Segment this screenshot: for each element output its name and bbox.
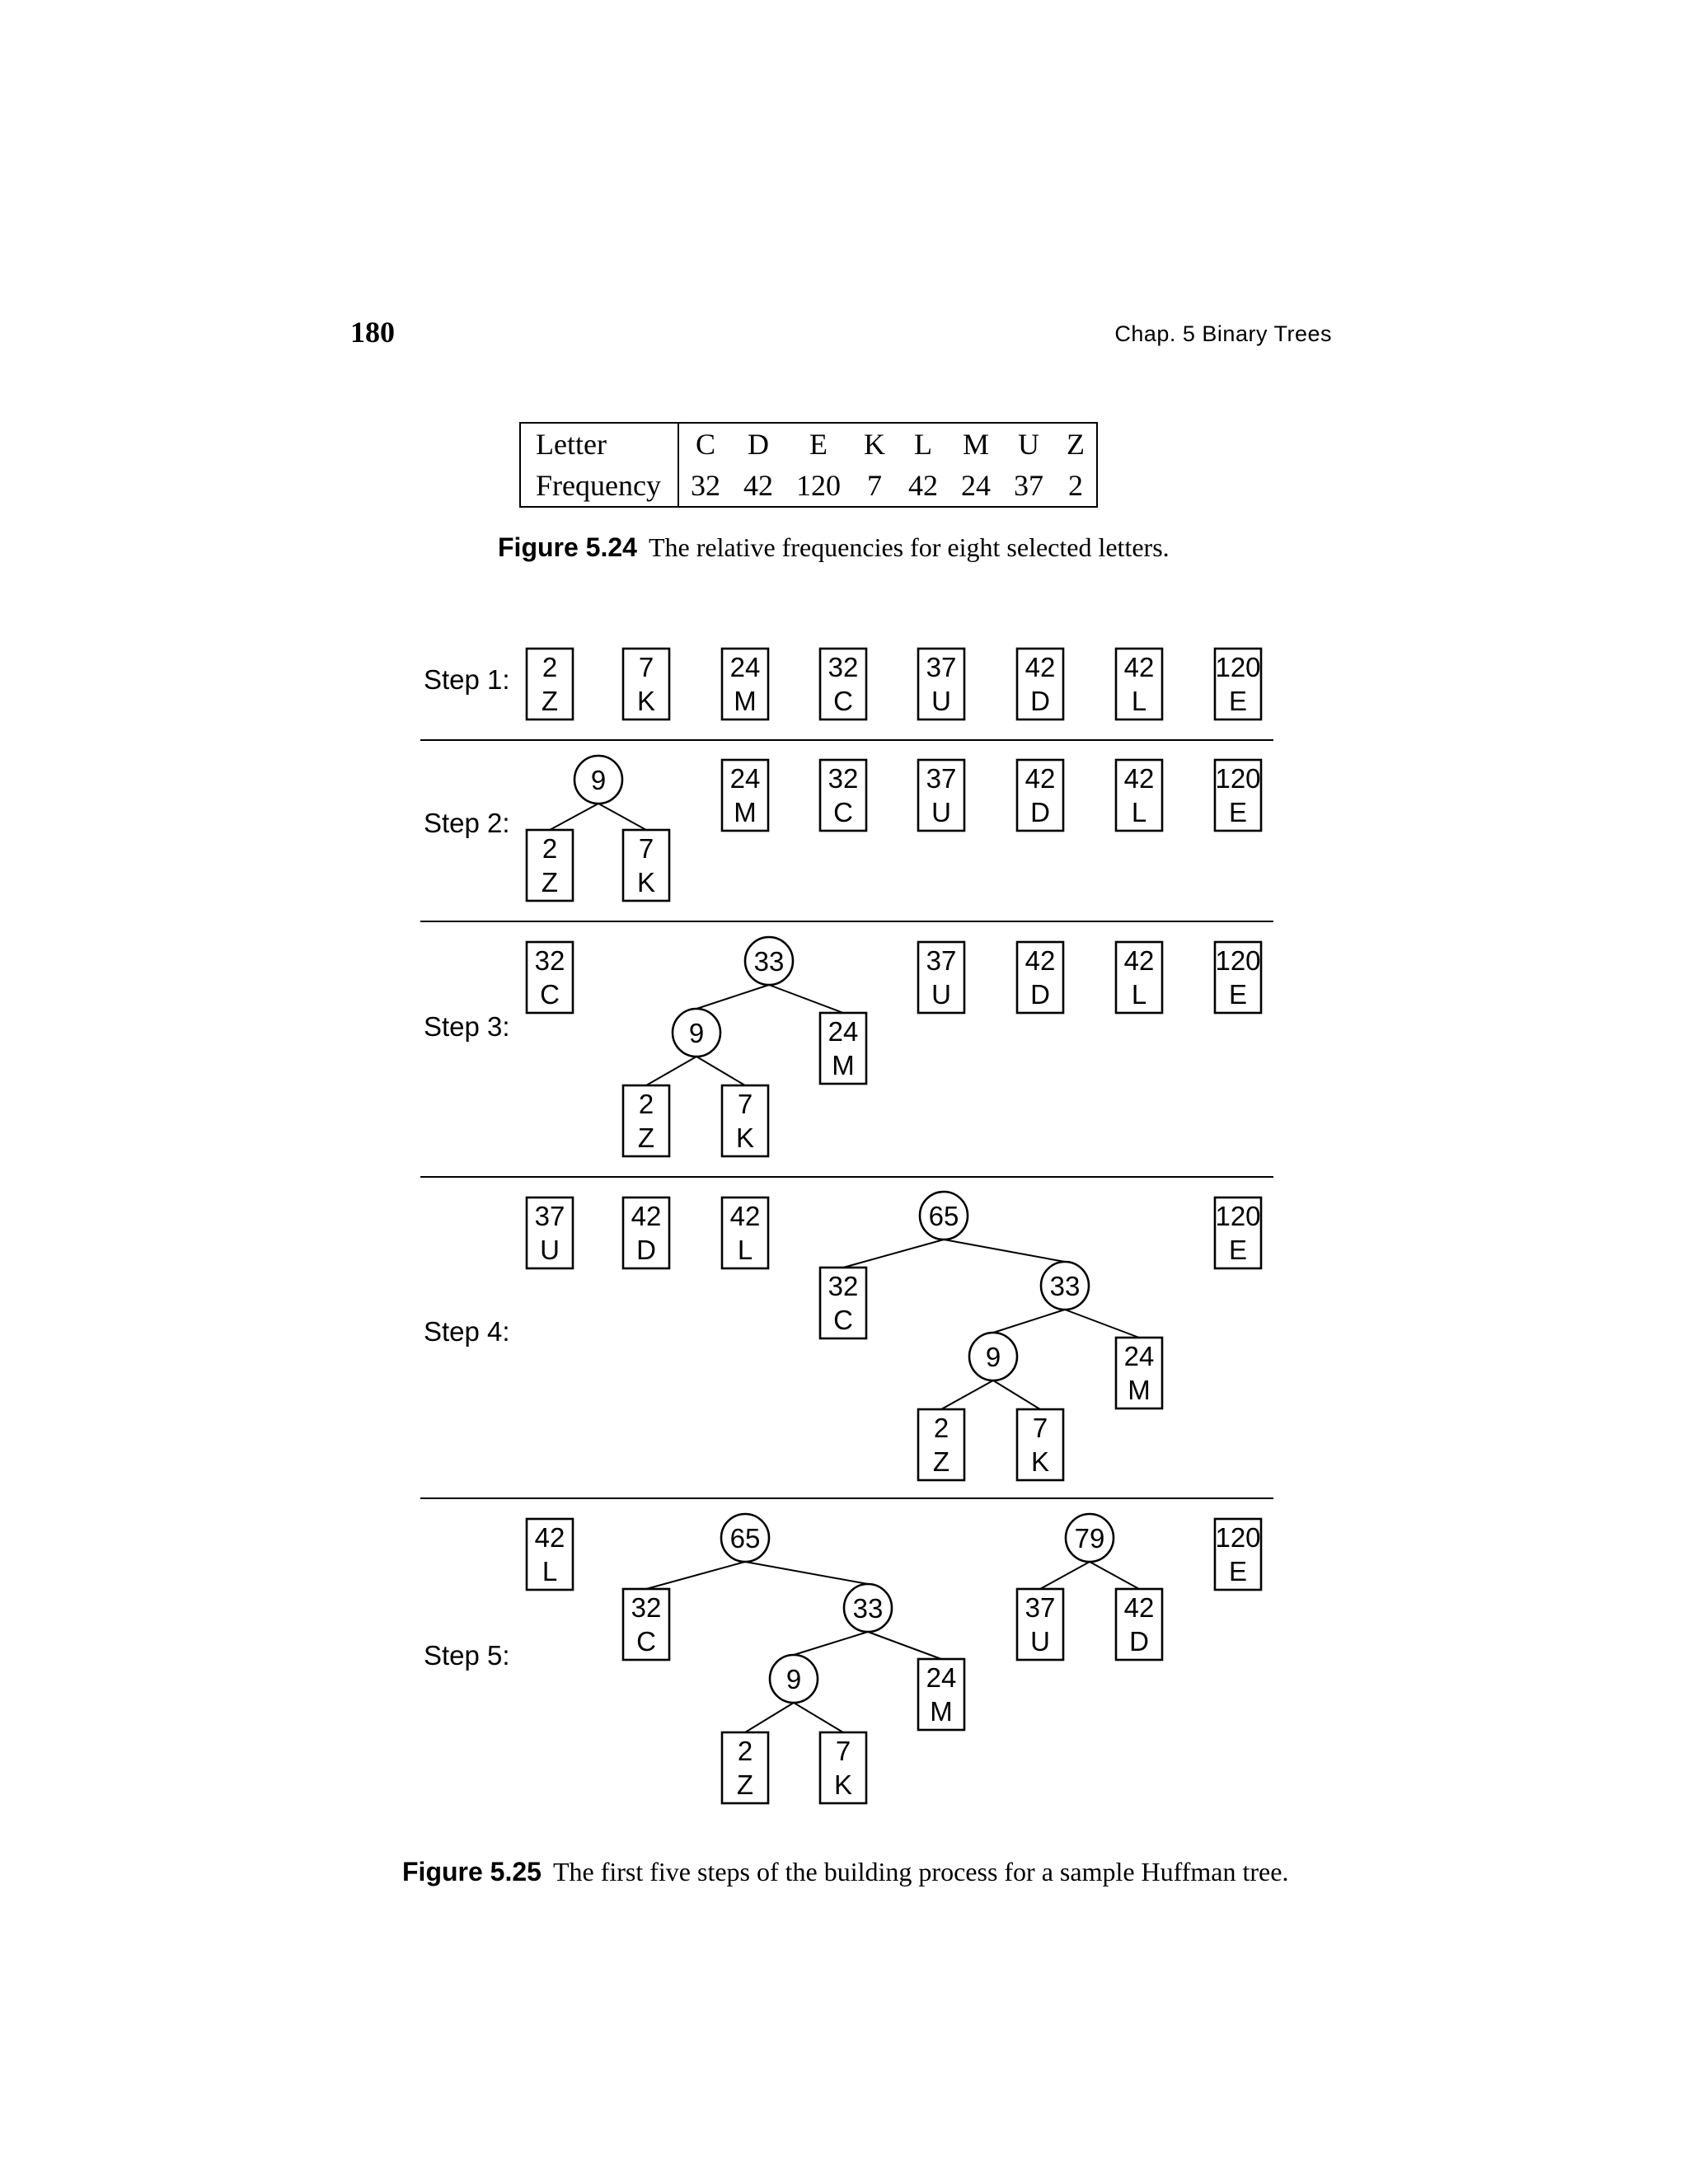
- leaf-letter: U: [931, 686, 951, 716]
- internal-node-weight: 33: [1049, 1271, 1081, 1301]
- leaf-weight: 24: [1123, 1341, 1155, 1371]
- internal-node: [673, 1009, 720, 1057]
- leaf-weight: 24: [729, 652, 761, 682]
- leaf-letter: C: [833, 797, 853, 827]
- leaf-letter: C: [833, 686, 853, 716]
- leaf-weight: 120: [1215, 763, 1261, 794]
- internal-node: [920, 1192, 968, 1240]
- table-cell: L: [913, 428, 932, 461]
- figure-caption-text: The first five steps of the building process for a sample Huffman tree.: [552, 1857, 1289, 1886]
- leaf-node: [820, 649, 866, 719]
- table-cell: U: [1017, 428, 1039, 461]
- tree-edge: [993, 1310, 1065, 1333]
- leaf-node: [623, 649, 669, 719]
- leaf-letter: U: [1030, 1626, 1050, 1657]
- leaf-node: [722, 649, 768, 719]
- leaf-letter: Z: [541, 867, 559, 898]
- leaf-node: [1017, 649, 1063, 719]
- leaf-weight: 32: [631, 1592, 662, 1623]
- internal-node-weight: 33: [852, 1593, 884, 1624]
- internal-node: [1066, 1514, 1114, 1562]
- leaf-weight: 32: [828, 763, 859, 794]
- leaf-letter: D: [1129, 1626, 1149, 1657]
- internal-node-weight: 65: [928, 1201, 959, 1231]
- leaf-node: [722, 760, 768, 831]
- running-header: Chap. 5 Binary Trees: [1114, 321, 1332, 346]
- leaf-node: [527, 1197, 573, 1268]
- leaf-node: [1017, 942, 1063, 1013]
- tree-edge: [1040, 1562, 1090, 1589]
- leaf-node: [820, 1732, 866, 1803]
- leaf-weight: 2: [542, 652, 558, 682]
- leaf-node: [527, 1519, 573, 1590]
- leaf-weight: 42: [1123, 945, 1155, 976]
- leaf-weight: 37: [534, 1201, 565, 1231]
- leaf-letter: E: [1228, 1556, 1248, 1586]
- leaf-weight: 32: [828, 652, 859, 682]
- leaf-letter: E: [1228, 1235, 1248, 1265]
- tree-edge: [843, 1240, 944, 1268]
- leaf-letter: E: [1228, 979, 1248, 1010]
- leaf-node: [527, 649, 573, 719]
- leaf-node: [623, 1085, 669, 1156]
- table-cell: 120: [795, 469, 841, 502]
- leaf-letter: C: [636, 1626, 656, 1657]
- table-row-label: Letter: [520, 423, 678, 465]
- leaf-node: [722, 1085, 768, 1156]
- internal-node-weight: 9: [590, 765, 607, 795]
- tree-edge: [646, 1057, 696, 1085]
- leaf-node: [527, 942, 573, 1013]
- leaf-letter: L: [737, 1235, 753, 1265]
- leaf-node: [1215, 760, 1261, 831]
- tree-edge: [769, 985, 843, 1013]
- leaf-letter: C: [833, 1305, 853, 1335]
- step-label: Step 2:: [424, 808, 510, 838]
- leaf-letter: D: [1030, 686, 1050, 716]
- tree-edge: [646, 1562, 745, 1589]
- tree-edge: [745, 1562, 868, 1584]
- leaf-node: [1215, 1519, 1261, 1590]
- leaf-node: [527, 830, 573, 901]
- internal-node-weight: 9: [785, 1664, 802, 1694]
- leaf-node: [820, 1013, 866, 1084]
- table-cell: C: [695, 428, 715, 461]
- leaf-node: [722, 1197, 768, 1268]
- leaf-letter: U: [931, 797, 951, 827]
- internal-node-weight: 9: [985, 1342, 1001, 1372]
- table-cell: M: [962, 428, 989, 461]
- leaf-letter: E: [1228, 686, 1248, 716]
- leaf-letter: K: [636, 686, 656, 716]
- leaf-weight: 120: [1215, 1201, 1261, 1231]
- step-label: Step 5:: [424, 1640, 510, 1671]
- leaf-node: [820, 760, 866, 831]
- leaf-weight: 2: [737, 1736, 753, 1766]
- tree-edge: [1090, 1562, 1139, 1589]
- leaf-letter: M: [832, 1050, 855, 1080]
- internal-node: [1041, 1262, 1089, 1310]
- leaf-node: [1017, 1409, 1063, 1480]
- leaf-node: [1116, 649, 1162, 719]
- leaf-weight: 7: [638, 652, 654, 682]
- leaf-node: [918, 1409, 964, 1480]
- leaf-letter: Z: [736, 1769, 754, 1800]
- leaf-letter: E: [1228, 797, 1248, 827]
- leaf-letter: M: [1128, 1375, 1151, 1405]
- leaf-letter: K: [735, 1122, 755, 1153]
- tree-edge: [794, 1632, 868, 1655]
- leaf-letter: U: [931, 979, 951, 1010]
- internal-node: [574, 756, 622, 804]
- leaf-weight: 37: [1025, 1592, 1056, 1623]
- tree-edge: [944, 1240, 1065, 1262]
- leaf-node: [918, 942, 964, 1013]
- leaf-letter: L: [1131, 797, 1147, 827]
- leaf-weight: 42: [1025, 763, 1056, 794]
- leaf-node: [623, 1197, 669, 1268]
- table-cell: E: [809, 428, 828, 461]
- leaf-letter: Z: [932, 1446, 950, 1477]
- leaf-letter: M: [734, 797, 757, 827]
- leaf-weight: 42: [1123, 1592, 1155, 1623]
- tree-edge: [696, 985, 769, 1009]
- page-number: 180: [350, 316, 395, 349]
- leaf-letter: L: [1131, 979, 1147, 1010]
- tree-edge: [1065, 1310, 1139, 1338]
- leaf-weight: 37: [926, 945, 957, 976]
- leaf-weight: 32: [828, 1271, 859, 1301]
- leaf-weight: 24: [926, 1662, 957, 1693]
- leaf-letter: C: [540, 979, 560, 1010]
- leaf-weight: 7: [737, 1089, 753, 1119]
- tree-edge: [941, 1380, 993, 1409]
- leaf-node: [1017, 1589, 1063, 1660]
- leaf-weight: 24: [729, 763, 761, 794]
- leaf-node: [918, 760, 964, 831]
- table-cell: D: [747, 428, 769, 461]
- leaf-weight: 42: [1025, 652, 1056, 682]
- tree-edge: [598, 804, 646, 830]
- step-label: Step 1:: [424, 664, 510, 695]
- internal-node-weight: 79: [1074, 1523, 1105, 1554]
- leaf-node: [623, 830, 669, 901]
- leaf-letter: D: [1030, 979, 1050, 1010]
- leaf-weight: 7: [638, 833, 654, 864]
- leaf-weight: 7: [835, 1736, 851, 1766]
- tree-edge: [550, 804, 598, 830]
- figure-caption: [402, 1854, 1292, 1889]
- table-cell: 32: [690, 469, 720, 502]
- table-cell: 42: [743, 469, 773, 502]
- leaf-weight: 120: [1215, 652, 1261, 682]
- leaf-node: [1116, 1589, 1162, 1660]
- leaf-node: [1116, 760, 1162, 831]
- leaf-letter: U: [540, 1235, 560, 1265]
- leaf-weight: 120: [1215, 1522, 1261, 1553]
- leaf-node: [722, 1732, 768, 1803]
- leaf-weight: 24: [828, 1016, 859, 1047]
- leaf-weight: 2: [933, 1413, 950, 1443]
- leaf-weight: 2: [542, 833, 558, 864]
- step-label: Step 3:: [424, 1011, 510, 1042]
- leaf-letter: M: [734, 686, 757, 716]
- internal-node: [844, 1584, 892, 1632]
- figure-label: Figure 5.25: [402, 1857, 542, 1886]
- internal-node: [969, 1333, 1017, 1380]
- leaf-node: [1116, 1338, 1162, 1408]
- leaf-letter: L: [1131, 686, 1147, 716]
- leaf-node: [1017, 760, 1063, 831]
- internal-node: [745, 937, 793, 985]
- leaf-weight: 37: [926, 652, 957, 682]
- figure-label: Figure 5.24: [498, 532, 637, 562]
- leaf-node: [1215, 649, 1261, 719]
- figure-caption-text: The relative frequencies for eight selected letters.: [648, 532, 1170, 562]
- internal-node-weight: 33: [753, 946, 785, 977]
- table-cell: 42: [907, 469, 938, 502]
- leaf-letter: L: [542, 1556, 558, 1586]
- tree-edge: [696, 1057, 745, 1085]
- leaf-weight: 42: [729, 1201, 761, 1231]
- leaf-node: [1215, 942, 1261, 1013]
- leaf-weight: 42: [1025, 945, 1056, 976]
- leaf-weight: 42: [1123, 763, 1155, 794]
- leaf-node: [1215, 1197, 1261, 1268]
- leaf-node: [918, 649, 964, 719]
- table-cell: 24: [960, 469, 991, 502]
- leaf-letter: M: [930, 1696, 953, 1727]
- internal-node-weight: 9: [688, 1018, 705, 1048]
- leaf-letter: K: [636, 867, 656, 898]
- table-row-label: Frequency: [520, 465, 678, 507]
- tree-edge: [993, 1380, 1040, 1409]
- tree-edge: [745, 1703, 794, 1732]
- table-cell: 7: [866, 469, 882, 502]
- table-cell: K: [863, 428, 885, 461]
- leaf-weight: 2: [638, 1089, 654, 1119]
- leaf-weight: 42: [631, 1201, 662, 1231]
- leaf-letter: Z: [541, 686, 559, 716]
- tree-edge: [868, 1632, 941, 1659]
- leaf-letter: K: [1030, 1446, 1050, 1477]
- leaf-node: [1116, 942, 1162, 1013]
- leaf-letter: Z: [637, 1122, 655, 1153]
- internal-node: [721, 1514, 769, 1562]
- leaf-weight: 32: [534, 945, 565, 976]
- leaf-node: [820, 1268, 866, 1338]
- internal-node: [770, 1655, 818, 1703]
- leaf-node: [918, 1659, 964, 1730]
- leaf-weight: 7: [1032, 1413, 1048, 1443]
- step-label: Step 4:: [424, 1316, 510, 1347]
- leaf-weight: 120: [1215, 945, 1261, 976]
- leaf-letter: K: [833, 1769, 853, 1800]
- leaf-weight: 42: [534, 1522, 565, 1553]
- table-cell: 37: [1013, 469, 1043, 502]
- leaf-letter: D: [1030, 797, 1050, 827]
- leaf-weight: 37: [926, 763, 957, 794]
- tree-edge: [794, 1703, 843, 1732]
- table-cell: 2: [1067, 469, 1083, 502]
- leaf-weight: 42: [1123, 652, 1155, 682]
- leaf-node: [623, 1589, 669, 1660]
- internal-node-weight: 65: [729, 1523, 761, 1554]
- leaf-letter: D: [636, 1235, 656, 1265]
- table-cell: Z: [1066, 428, 1085, 461]
